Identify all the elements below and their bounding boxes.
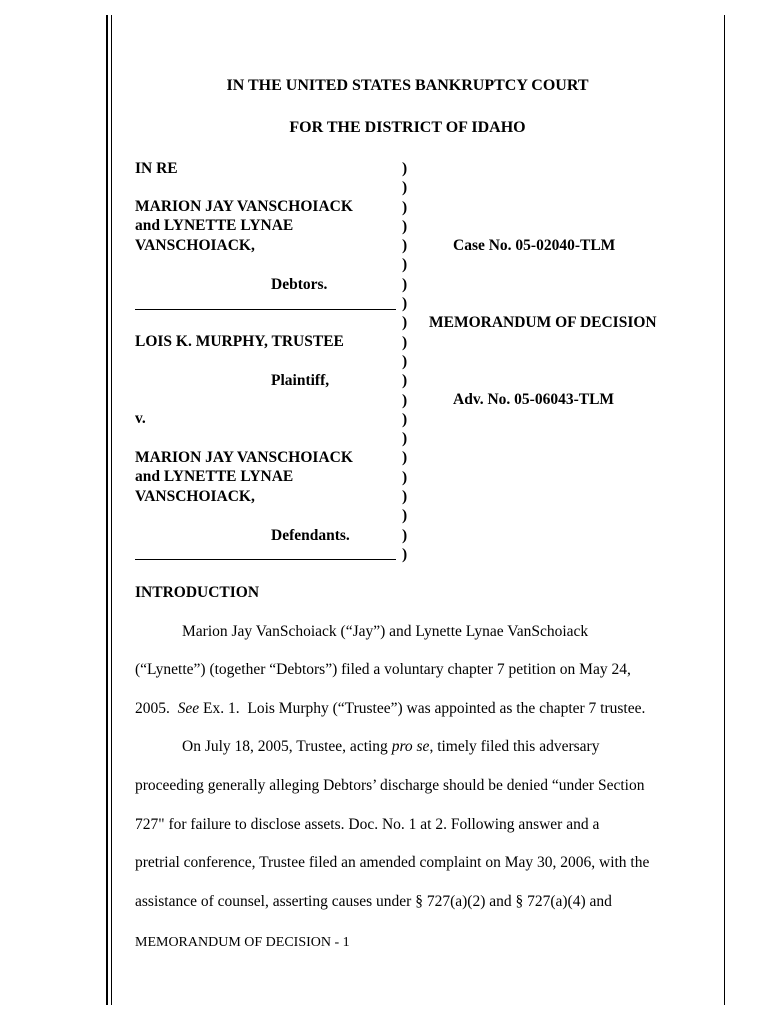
caption-paren: ) — [402, 333, 408, 351]
caption-paren: ) — [402, 507, 408, 525]
defendants-label: Defendants. — [271, 527, 350, 544]
body-text-span: , timely filed this adversary — [429, 738, 600, 755]
body-line: Marion Jay VanSchoiack (“Jay”) and Lynette Lynae VanSchoiack — [182, 623, 589, 640]
court-district: FOR THE DISTRICT OF IDAHO — [289, 119, 526, 136]
body-line: proceeding generally alleging Debtors’ discharge should be denied “under Section — [135, 777, 645, 794]
body-line: assistance of counsel, asserting causes under § 727(a)(2) and § 727(a)(4) and — [135, 893, 612, 910]
caption-paren: ) — [402, 295, 408, 313]
section-heading: INTRODUCTION — [135, 584, 260, 601]
caption-paren: ) — [402, 391, 408, 409]
memorandum-title: MEMORANDUM OF DECISION — [429, 314, 657, 331]
debtor-name-line-1: MARION JAY VANSCHOIACK — [135, 198, 353, 215]
debtors-label: Debtors. — [271, 276, 328, 293]
in-re-label: IN RE — [135, 160, 178, 177]
right-margin-rule — [724, 15, 725, 1005]
body-text-span: 2005. — [135, 700, 178, 717]
body-line: pretrial conference, Trustee filed an amended complaint on May 30, 2006, with the — [135, 854, 650, 871]
court-title: IN THE UNITED STATES BANKRUPTCY COURT — [226, 77, 589, 94]
case-number: Case No. 05-02040-TLM — [453, 237, 616, 254]
versus-label: v. — [135, 410, 146, 427]
caption-paren: ) — [402, 256, 408, 274]
caption-paren: ) — [402, 198, 408, 216]
caption-paren: ) — [402, 430, 408, 448]
defendant-name-line-2: and LYNETTE LYNAE — [135, 468, 294, 485]
caption-paren: ) — [402, 372, 408, 390]
caption-paren: ) — [402, 352, 408, 370]
adversary-number: Adv. No. 05-06043-TLM — [453, 391, 615, 408]
body-line — [135, 699, 645, 719]
caption-paren: ) — [402, 314, 408, 332]
defendant-name-line-3: VANSCHOIACK, — [135, 488, 255, 505]
caption-paren: ) — [402, 468, 408, 486]
caption-divider-1 — [135, 309, 396, 310]
body-line — [182, 737, 599, 757]
debtor-name-line-2: and LYNETTE LYNAE — [135, 217, 294, 234]
caption-paren: ) — [402, 449, 408, 467]
caption-parenthesis-column — [402, 159, 407, 564]
caption-paren: ) — [402, 545, 408, 563]
caption-paren: ) — [402, 217, 408, 235]
page-footer: MEMORANDUM OF DECISION - 1 — [135, 935, 350, 950]
caption-paren: ) — [402, 488, 408, 506]
body-text-span: Ex. 1. Lois Murphy (“Trustee”) was appointed as the chapter 7 trustee. — [199, 700, 646, 717]
caption-divider-2 — [135, 559, 396, 560]
caption-paren: ) — [402, 410, 408, 428]
left-margin-rule — [106, 15, 108, 1005]
caption-paren: ) — [402, 237, 408, 255]
debtor-name-line-3: VANSCHOIACK, — [135, 237, 255, 254]
italic-term: pro se — [391, 738, 430, 755]
body-line: 727" for failure to disclose assets. Doc. No. 1 at 2. Following answer and a — [135, 816, 600, 833]
citation-signal: See — [177, 700, 200, 717]
plaintiff-name: LOIS K. MURPHY, TRUSTEE — [135, 333, 344, 350]
plaintiff-label: Plaintiff, — [271, 372, 330, 389]
caption-paren: ) — [402, 275, 408, 293]
left-margin-rule-inner — [111, 15, 112, 1005]
defendant-name-line-1: MARION JAY VANSCHOIACK — [135, 449, 353, 466]
body-line: (“Lynette”) (together “Debtors”) filed a voluntary chapter 7 petition on May 24, — [135, 661, 631, 678]
caption-paren: ) — [402, 160, 408, 177]
body-text-span: On July 18, 2005, Trustee, acting — [182, 738, 392, 755]
caption-paren: ) — [402, 179, 408, 197]
caption-paren: ) — [402, 526, 408, 544]
